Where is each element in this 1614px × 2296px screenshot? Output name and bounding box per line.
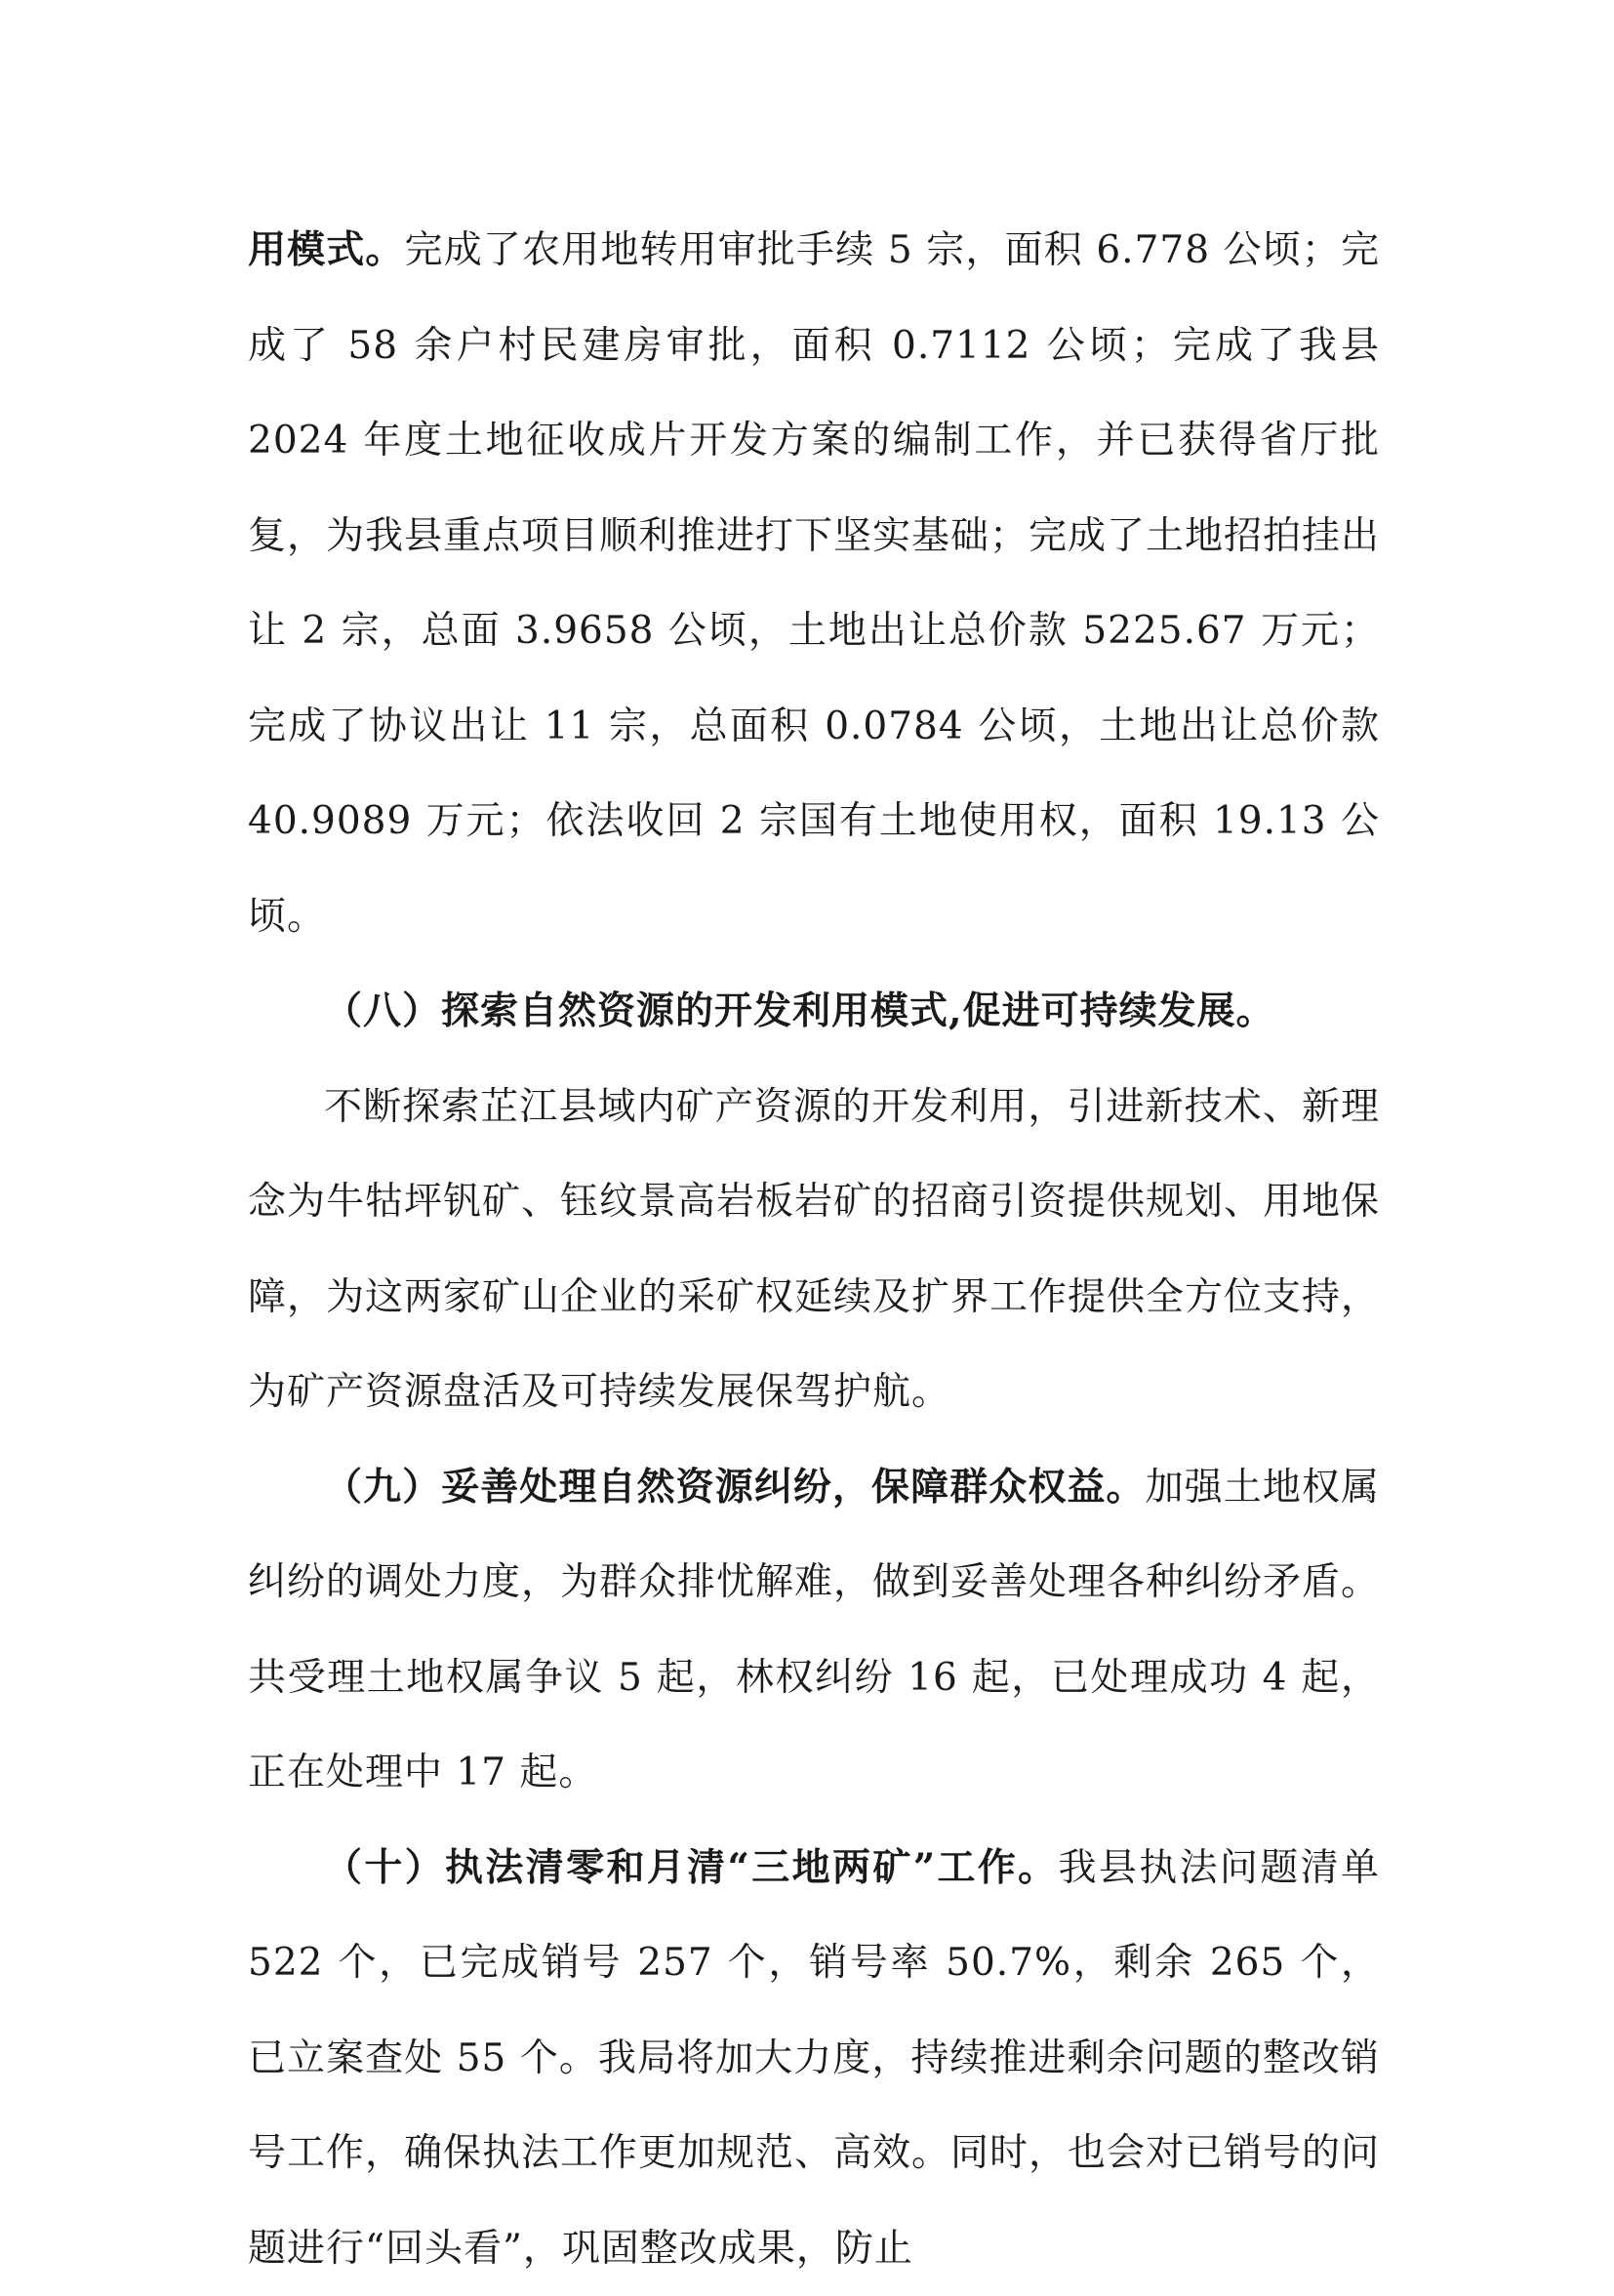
- paragraph-lead-heading: 用模式。: [248, 227, 405, 272]
- section-heading-eight: [248, 964, 1380, 1060]
- section-heading-text: （十）执法清零和月清“三地两矿”工作。: [324, 1845, 1059, 1890]
- paragraph-mineral-resources: [248, 1060, 1380, 1440]
- section-heading-text: （九）妥善处理自然资源纠纷，保障群众权益。: [324, 1465, 1146, 1510]
- section-heading-text: （八）探索自然资源的开发利用模式,促进可持续发展。: [324, 988, 1275, 1033]
- paragraph-text: 我县执法问题清单 522 个，已完成销号 257 个，销号率 50.7%，剩余 265 个，已立案查处 55 个。我局将加大力度，持续推进剩余问题的整改销号工作，确保执法工作更加规范、高效。同时，也会对已销号的问题进行“回头看”，巩固整改成果，防止: [248, 1846, 1380, 2271]
- document-body: [248, 203, 1380, 2296]
- paragraph-text: 不断探索芷江县域内矿产资源的开发利用，引进新技术、新理念为牛牯坪钒矿、钰纹景高岩板岩矿的招商引资提供规划、用地保障，为这两家矿山企业的采矿权延续及扩界工作提供全方位支持，为矿产资源盘活及可持续发展保驾护航。: [248, 1085, 1380, 1415]
- paragraph-text: 完成了农用地转用审批手续 5 宗，面积 6.778 公顷；完成了 58 余户村民建房审批，面积 0.7112 公顷；完成了我县 2024 年度土地征收成片开发方案的编制工作，并已获得省厅批复，为我县重点项目顺利推进打下坚实基础；完成了土地招拍挂出让 2 宗，总面 3.9658 公顷，土地出让总价款 5225.67 万元；完成了协议出让 11 宗，总面积 0.0784 公顷，土地出让总价款 40.9089 万元；依法收回 2 宗国有土地使用权，面积 19.13 公顷。: [248, 228, 1380, 939]
- paragraph-dispute-resolution: [248, 1440, 1380, 1821]
- paragraph-text: 加强土地权属纠纷的调处力度，为群众排忧解难，做到妥善处理各种纠纷矛盾。共受理土地权属争议 5 起，林权纠纷 16 起，已处理成功 4 起，正在处理中 17 起。: [248, 1466, 1380, 1795]
- paragraph-law-enforcement: [248, 1821, 1380, 2296]
- paragraph-land-approval: [248, 203, 1380, 964]
